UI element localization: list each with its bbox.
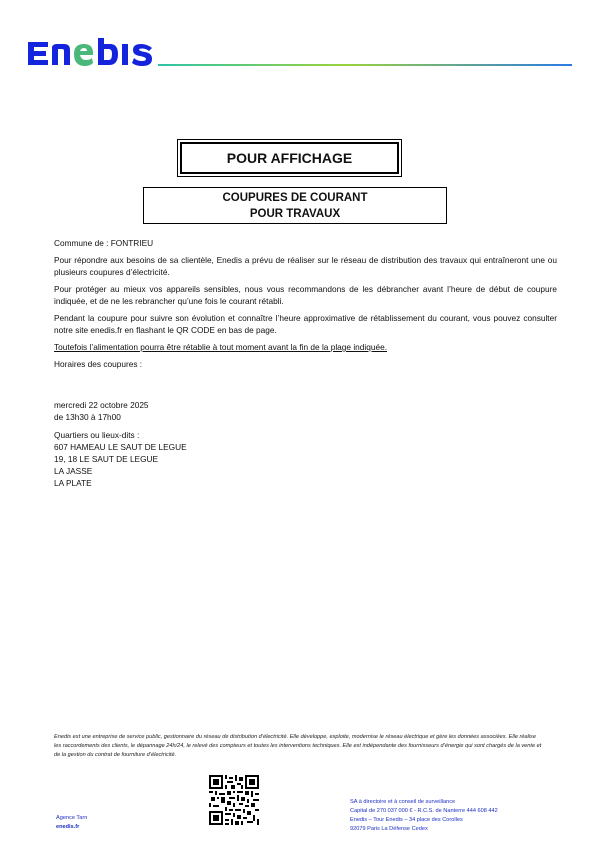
agency-name: Agence Tarn xyxy=(56,815,88,821)
website-link[interactable]: enedis.fr xyxy=(56,824,80,830)
qr-code-icon[interactable] xyxy=(209,775,259,825)
location-item: LA PLATE xyxy=(54,478,92,488)
coupures-title-line2: POUR TRAVAUX xyxy=(249,207,341,220)
agency-block xyxy=(56,814,87,832)
legal-line: Capital de 270 037 000 € - R.C.S. de Nanterre 444 608 442 xyxy=(350,808,498,814)
enedis-logo xyxy=(26,36,156,75)
header-line xyxy=(158,64,572,66)
legal-line: SA à directoire et à conseil de surveillance xyxy=(350,799,456,805)
coupures-box xyxy=(143,187,447,224)
location-item: 19, 18 LE SAUT DE LEGUE xyxy=(54,454,159,464)
outage-time: de 13h30 à 17h00 xyxy=(54,412,121,422)
horaires-label: Horaires des coupures : xyxy=(54,359,143,369)
enedis-logo-icon xyxy=(26,36,156,70)
coupures-title-line1: COUPURES DE COURANT xyxy=(222,191,368,204)
notice-paragraph-2: Pour protéger au mieux vos appareils sensibles, nous vous recommandons de les débrancher avant l’heure de début de coupure indiquée, et de ne les rebrancher qu’une fois le courant rétabli. xyxy=(54,284,557,306)
legal-line: Enedis – Tour Enedis – 34 place des Corolles xyxy=(350,817,463,823)
location-item: 607 HAMEAU LE SAUT DE LEGUE xyxy=(54,442,187,452)
pour-affichage-title: POUR AFFICHAGE xyxy=(180,142,399,174)
footer-description: Enedis est une entreprise de service public, gestionnaire du réseau de distribution d’électricité. Elle développe, exploite, modernise le réseau électrique et gère les données associées. Elle réalise les raccordements des clients, le dépannage 24h/24, le relevé des compteurs et toutes les interventions techniques. Elle est indépendante des fournisseurs d’énergie qui sont chargés de la vente et de la gestion du contrat de fourniture d’électricité. xyxy=(54,734,542,758)
notice-paragraph-1: Pour répondre aux besoins de sa clientèle, Enedis a prévu de réaliser sur le réseau de distribution des travaux qui entraîneront une ou plusieurs coupures d’électricité. xyxy=(54,255,557,277)
outage-date: mercredi 22 octobre 2025 xyxy=(54,400,149,410)
notice-body xyxy=(54,237,557,489)
location-item: LA JASSE xyxy=(54,466,93,476)
notice-paragraph-3: Pendant la coupure pour suivre son évolution et connaître l’heure approximative de rétablissement du courant, vous pouvez consulter notre site enedis.fr en flashant le QR CODE en bas de page. xyxy=(54,313,557,335)
commune-line: Commune de : FONTRIEU xyxy=(54,238,154,248)
legal-line: 92079 Paris La Défense Cedex xyxy=(350,826,428,832)
legal-block xyxy=(350,798,498,834)
warning-line: Toutefois l’alimentation pourra être rétablie à tout moment avant la fin de la plage indiquée. xyxy=(54,342,388,352)
quartiers-label: Quartiers ou lieux-dits : xyxy=(54,430,140,440)
